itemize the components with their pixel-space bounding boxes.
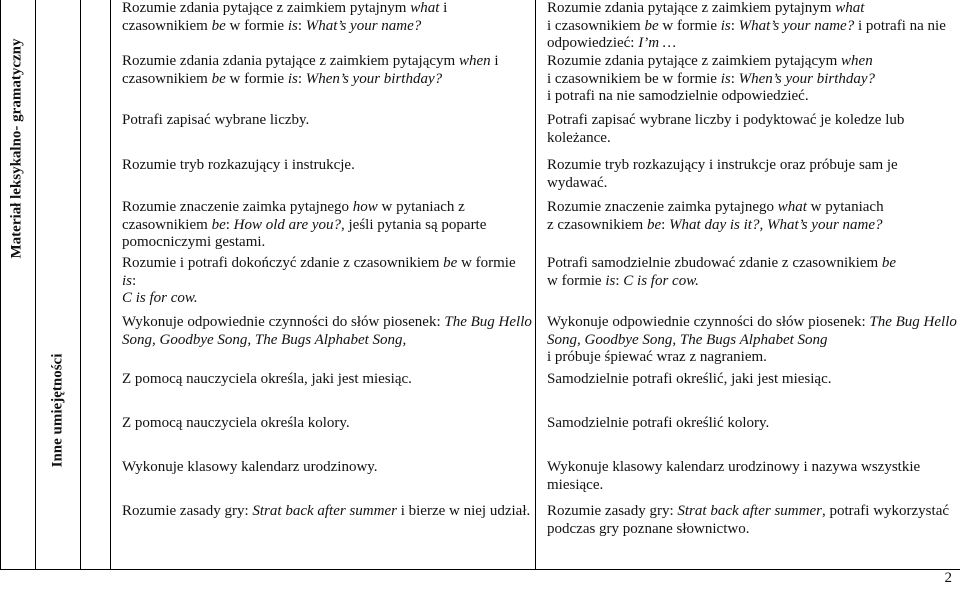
requirement-text xyxy=(122,415,532,433)
requirement-cell xyxy=(547,415,957,433)
italic-run: is xyxy=(720,17,731,34)
requirement-text xyxy=(122,53,532,88)
text-run: Potrafi zapisać wybrane liczby i podyktować je koledze lub koleżance. xyxy=(547,112,905,146)
text-run: , jeśli pytania są poparte pomocniczymi gestami. xyxy=(122,216,487,250)
requirement-text xyxy=(547,415,957,433)
requirement-cell xyxy=(547,255,957,290)
text-run: Rozumie i potrafi dokończyć zdanie z czasownikiem xyxy=(122,255,444,271)
requirement-cell xyxy=(122,314,532,349)
text-run: Rozumie zasady gry: xyxy=(122,503,253,519)
italic-run: when xyxy=(841,53,873,69)
text-run: i próbuje śpiewać wraz z nagraniem. xyxy=(547,349,767,365)
requirement-cell xyxy=(122,157,532,175)
text-run: Z pomocą nauczyciela określa kolory. xyxy=(122,415,350,431)
requirement-cell xyxy=(547,0,957,53)
column-divider xyxy=(110,0,111,570)
text-run: w formie xyxy=(225,17,288,34)
italic-run: What’s your name? xyxy=(738,17,855,34)
requirement-text xyxy=(547,0,957,53)
italic-run: What day is it?, What’s your name? xyxy=(669,216,883,233)
page-number: 2 xyxy=(944,570,952,586)
requirement-text xyxy=(122,459,532,477)
text-run: Rozumie zdania pytające z zaimkiem pytającym xyxy=(547,53,842,69)
text-run: Wykonuje odpowiednie czynności do słów piosenek: xyxy=(547,314,870,330)
requirement-text xyxy=(547,199,957,234)
requirement-text xyxy=(547,112,957,147)
section-label-lexical-grammar: Materiał leksykalno- gramatyczny xyxy=(8,38,25,259)
requirement-text xyxy=(122,314,532,349)
text-run: : xyxy=(297,70,306,87)
table-border-left xyxy=(0,0,1,570)
italic-run: be xyxy=(211,17,226,34)
requirement-text xyxy=(122,503,532,521)
italic-run: C is for cow. xyxy=(122,290,198,306)
requirement-cell xyxy=(122,199,532,252)
column-divider xyxy=(35,0,36,570)
italic-run: is xyxy=(287,70,298,87)
extended-requirements-column xyxy=(547,0,957,570)
text-run: i czasownikiem xyxy=(122,53,499,87)
italic-run: what xyxy=(777,199,807,215)
requirement-text xyxy=(122,199,532,252)
italic-run: Strat back after summer xyxy=(677,503,822,519)
text-run: Rozumie tryb rozkazujący i instrukcje. xyxy=(122,157,355,173)
italic-run: how xyxy=(352,199,378,215)
text-run: i czasownikiem xyxy=(547,17,645,34)
italic-run: is xyxy=(605,272,616,289)
italic-run: be xyxy=(443,255,458,271)
text-run: Z pomocą nauczyciela określa, jaki jest miesiąc. xyxy=(122,371,412,387)
italic-run: Strat back after summer xyxy=(252,503,397,519)
text-run: Rozumie znaczenie zaimka pytajnego xyxy=(547,199,778,215)
italic-run: be xyxy=(211,216,226,233)
text-run: : xyxy=(297,17,306,34)
italic-run: is xyxy=(122,272,133,289)
text-run: w pytaniach z czasownikiem xyxy=(122,199,465,233)
italic-run: is xyxy=(287,17,298,34)
text-run: w formie xyxy=(225,70,288,87)
requirement-text xyxy=(122,371,532,389)
column-divider xyxy=(80,0,81,570)
text-run: w pytaniach xyxy=(806,199,884,215)
basic-requirements-column xyxy=(122,0,532,570)
requirement-cell xyxy=(547,53,957,106)
requirement-cell xyxy=(122,255,532,308)
requirement-text xyxy=(547,371,957,389)
text-run: w formie xyxy=(457,255,516,271)
requirement-cell xyxy=(547,112,957,147)
requirement-text xyxy=(547,53,957,106)
italic-run: be xyxy=(211,70,226,87)
text-run: Rozumie zasady gry: xyxy=(547,503,678,519)
italic-run: when xyxy=(458,53,491,69)
text-run: w formie xyxy=(658,17,721,34)
text-run: Potrafi samodzielnie zbudować zdanie z czasownikiem xyxy=(547,255,882,271)
text-run: Rozumie znaczenie zaimka pytajnego xyxy=(122,199,353,215)
requirement-text xyxy=(122,157,532,175)
text-run: z czasownikiem xyxy=(547,216,647,233)
requirement-cell xyxy=(547,459,957,494)
text-run: : xyxy=(615,272,624,289)
italic-run: I’m … xyxy=(638,35,677,51)
text-run: : xyxy=(225,216,234,233)
text-run: Wykonuje klasowy kalendarz urodzinowy i nazywa wszystkie miesiące. xyxy=(547,459,921,493)
italic-run: C is for cow. xyxy=(623,272,699,289)
italic-run: When’s your birthday? xyxy=(738,70,876,87)
italic-run: What’s your name? xyxy=(305,17,422,34)
italic-run: what xyxy=(410,0,440,16)
text-run: Samodzielnie potrafi określić, jaki jest miesiąc. xyxy=(547,371,832,387)
column-divider xyxy=(535,0,536,570)
text-run: : xyxy=(730,70,739,87)
requirement-text xyxy=(547,314,957,367)
requirement-cell xyxy=(547,371,957,389)
requirement-text xyxy=(547,255,957,290)
text-run: : xyxy=(661,216,670,233)
requirement-text xyxy=(547,157,957,192)
text-run: Rozumie zdania pytające z zaimkiem pytajnym xyxy=(122,0,411,16)
italic-run: When’s your birthday? xyxy=(305,70,443,87)
text-run: i potrafi na nie odpowiedzieć: xyxy=(547,17,946,51)
requirement-cell xyxy=(547,314,957,367)
italic-run: is xyxy=(720,70,731,87)
requirement-cell xyxy=(547,157,957,192)
text-run: Rozumie zdania pytające z zaimkiem pytajnym xyxy=(547,0,836,16)
requirement-cell xyxy=(122,53,532,88)
text-run: i bierze w niej udział. xyxy=(396,503,531,519)
requirement-text xyxy=(122,0,532,35)
requirement-text xyxy=(122,112,532,130)
text-run: Samodzielnie potrafi określić kolory. xyxy=(547,415,770,431)
text-run: Potrafi zapisać wybrane liczby. xyxy=(122,112,310,128)
requirement-cell xyxy=(122,0,532,35)
text-run: Rozumie zdania zdania pytające z zaimkiem pytającym xyxy=(122,53,459,69)
requirement-text xyxy=(547,503,957,538)
requirement-cell xyxy=(122,371,532,389)
text-run: i czasownikiem xyxy=(122,0,448,34)
italic-run: The Bug Hello Song, Goodbye Song, The Bugs Alphabet Song xyxy=(547,314,957,348)
section-label-other-skills: Inne umiejętności xyxy=(49,353,66,468)
text-run: Rozumie tryb rozkazujący i instrukcje oraz próbuje sam je wydawać. xyxy=(547,157,898,191)
requirement-text xyxy=(547,459,957,494)
requirement-cell xyxy=(122,503,532,521)
italic-run: what xyxy=(835,0,865,16)
italic-run: How old are you? xyxy=(233,216,342,233)
requirement-text xyxy=(122,255,532,308)
requirement-cell xyxy=(547,503,957,538)
italic-run: be xyxy=(646,216,662,233)
requirement-cell xyxy=(122,459,532,477)
italic-run: be xyxy=(881,255,897,271)
text-run: w formie xyxy=(547,272,606,289)
text-run: i potrafi na nie samodzielnie odpowiedzieć. xyxy=(547,88,809,104)
italic-run: The Bug Hello Song, Goodbye Song, The Bugs Alphabet Song, xyxy=(122,314,532,348)
requirement-cell xyxy=(122,112,532,130)
text-run: Wykonuje klasowy kalendarz urodzinowy. xyxy=(122,459,378,475)
text-run: : xyxy=(730,17,739,34)
text-run: : xyxy=(132,272,137,289)
requirement-cell xyxy=(122,415,532,433)
text-run: , potrafi wykorzystać podczas gry poznane słownictwo. xyxy=(547,503,950,537)
italic-run: be xyxy=(644,17,659,34)
requirement-cell xyxy=(547,199,957,234)
text-run: i czasownikiem be w formie xyxy=(547,70,721,87)
text-run: Wykonuje odpowiednie czynności do słów piosenek: xyxy=(122,314,445,330)
